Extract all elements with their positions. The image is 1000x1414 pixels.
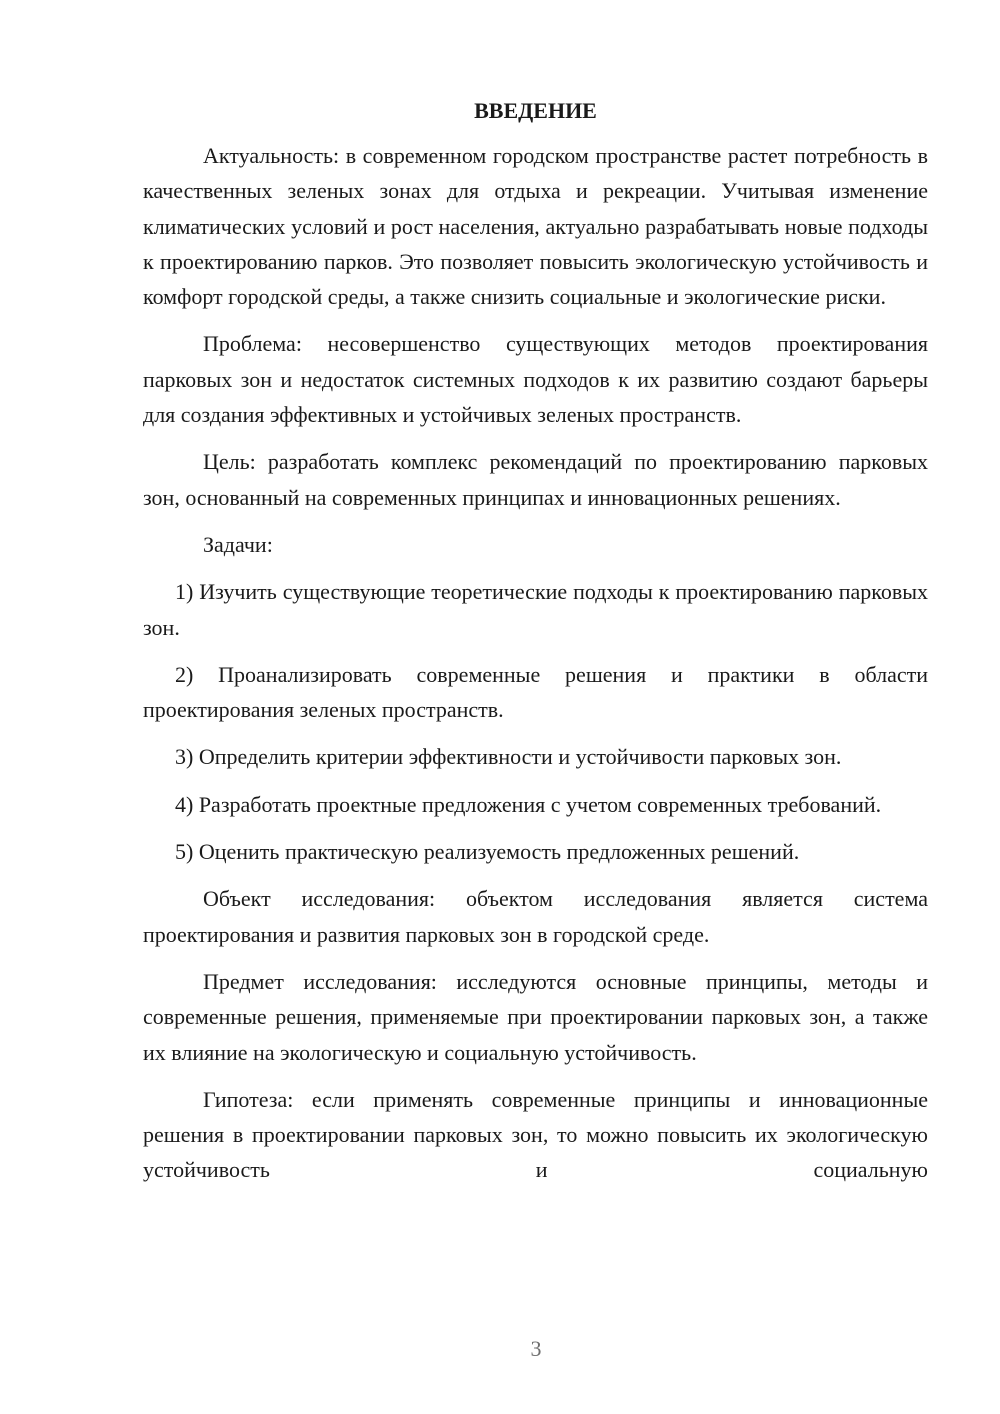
paragraph-relevance: Актуальность: в современном городском пространстве растет потребность в качественных зеленых зонах для отдыха и рекреации. Учитывая изменение климатических условий и рост населения, актуально разрабатывать новые подходы к проектированию парков. Это позволяет повысить экологическую устойчивость и комфорт городской среды, а также снизить социальные и экологические риски. xyxy=(143,143,928,310)
paragraph-goal: Цель: разработать комплекс рекомендаций по проектированию парковых зон, основанный на современных принципах и инновационных решениях. xyxy=(143,449,928,510)
paragraph-tasks-heading: Задачи: xyxy=(203,531,273,557)
task-item-3: 3) Определить критерии эффективности и устойчивости парковых зон. xyxy=(175,744,842,770)
paragraph-subject: Предмет исследования: исследуются основные принципы, методы и современные решения, применяемые при проектировании парковых зон, а также их влияние на экологическую и социальную устойчивость. xyxy=(143,968,928,1065)
task-item-1: 1) Изучить существующие теоретические подходы к проектированию парковых зон. xyxy=(143,579,928,640)
task-item-2: 2) Проанализировать современные решения и практики в области проектирования зеленых пространств. xyxy=(143,661,928,723)
task-item-4: 4) Разработать проектные предложения с учетом современных требований. xyxy=(175,791,882,817)
page-number: 3 xyxy=(530,1336,542,1361)
paragraph-object: Объект исследования: объектом исследования является система проектирования и развития парковых зон в городской среде. xyxy=(143,886,928,947)
page-body xyxy=(143,96,928,1200)
paragraph-hypothesis: Гипотеза: если применять современные принципы и инновационные решения в проектировании парковых зон, то можно повысить их экологическую устойчивость и социальную xyxy=(143,1086,928,1183)
paragraph-problem: Проблема: несовершенство существующих методов проектирования парковых зон и недостаток системных подходов к их развитию создают барьеры для создания эффективных и устойчивых зеленых пространств. xyxy=(143,331,928,428)
task-item-5: 5) Оценить практическую реализуемость предложенных решений. xyxy=(175,839,800,865)
page-title: ВВЕДЕНИЕ xyxy=(474,98,597,123)
